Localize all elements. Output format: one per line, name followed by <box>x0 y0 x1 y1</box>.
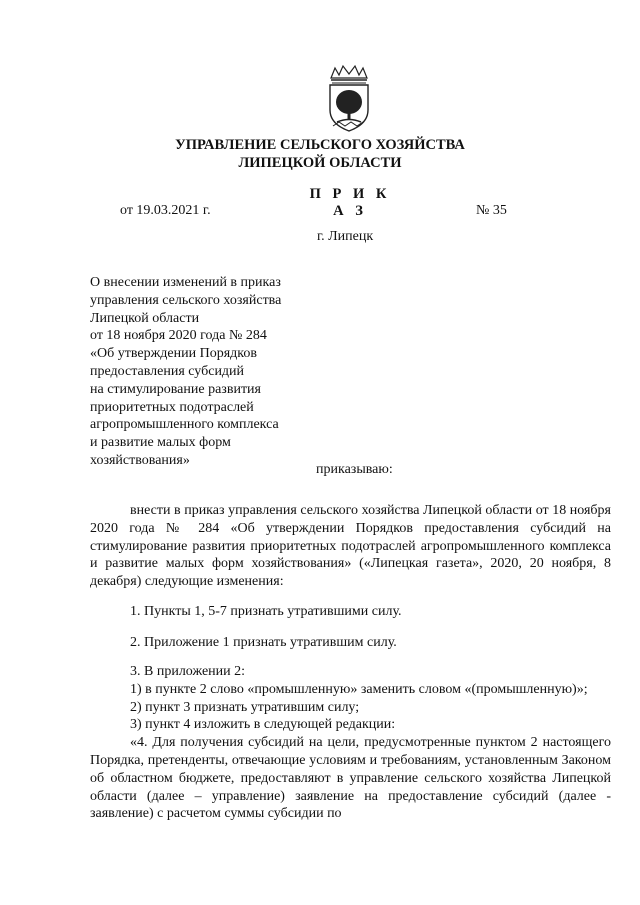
subject-line: приоритетных подотраслей <box>90 399 254 415</box>
org-title-line2: ЛИПЕЦКОЙ ОБЛАСТИ <box>238 155 402 171</box>
order-title: П Р И К А З <box>309 186 391 219</box>
sub-item-1: 1) в пункте 2 слово «промышленную» заменить словом «(промышленную)»; <box>130 681 588 697</box>
order-directive: приказываю: <box>316 462 393 477</box>
item-3-block <box>90 663 611 823</box>
subject-line: О внесении изменений в приказ <box>90 275 281 290</box>
item-3: 3. В приложении 2: <box>130 664 246 679</box>
quoted-paragraph: «4. Для получения субсидий на цели, предусмотренные пунктом 2 настоящего Порядка, претенденты, отвечающие условиям и требованиям, установленным Законом об областном бюджете, предоставляют в управление сельского хозяйства Липецкой области (далее – управление) заявление на предоставление субсидий (далее - заявление) с расчетом суммы субсидии по <box>90 735 611 822</box>
order-city: г. Липецк <box>317 229 374 244</box>
sub-item-2: 2) пункт 3 признать утратившим силу; <box>130 699 360 715</box>
order-number: № 35 <box>476 203 507 218</box>
organization-title <box>0 136 640 172</box>
sub-item-3: 3) пункт 4 изложить в следующей редакции: <box>130 717 396 733</box>
coat-of-arms-icon <box>325 64 373 134</box>
subject-line: и развитие малых форм <box>90 435 231 451</box>
subject-line: управления сельского хозяйства <box>90 292 282 308</box>
org-title-line1: УПРАВЛЕНИЕ СЕЛЬСКОГО ХОЗЯЙСТВА <box>175 137 465 153</box>
subject-line: от 18 ноября 2020 года № 284 <box>90 328 267 344</box>
subject-line: агропромышленного комплекса <box>90 417 279 433</box>
item-2: 2. Приложение 1 признать утратившим силу. <box>130 635 397 650</box>
subject-line: «Об утверждении Порядков <box>90 346 257 362</box>
subject-line: предоставления субсидий <box>90 363 245 379</box>
intro-text: внести в приказ управления сельского хозяйства Липецкой области от 18 ноября 2020 года № 284 «Об утверждении Порядков предоставления субсидий на стимулирование развития приоритетных подотраслей агропромышленного комплекса и развитие малых форм хозяйствования» («Липецкая газета», 2020, 20 ноября, 8 декабря) следующие изменения: <box>90 503 611 590</box>
subject-line: на стимулирование развития <box>90 381 261 397</box>
item-1: 1. Пункты 1, 5-7 признать утратившими силу. <box>130 604 402 619</box>
order-subject <box>90 274 330 470</box>
intro-paragraph <box>90 502 611 591</box>
subject-line: Липецкой области <box>90 310 200 326</box>
subject-line: хозяйствования» <box>90 452 190 468</box>
order-date: от 19.03.2021 г. <box>120 203 211 218</box>
